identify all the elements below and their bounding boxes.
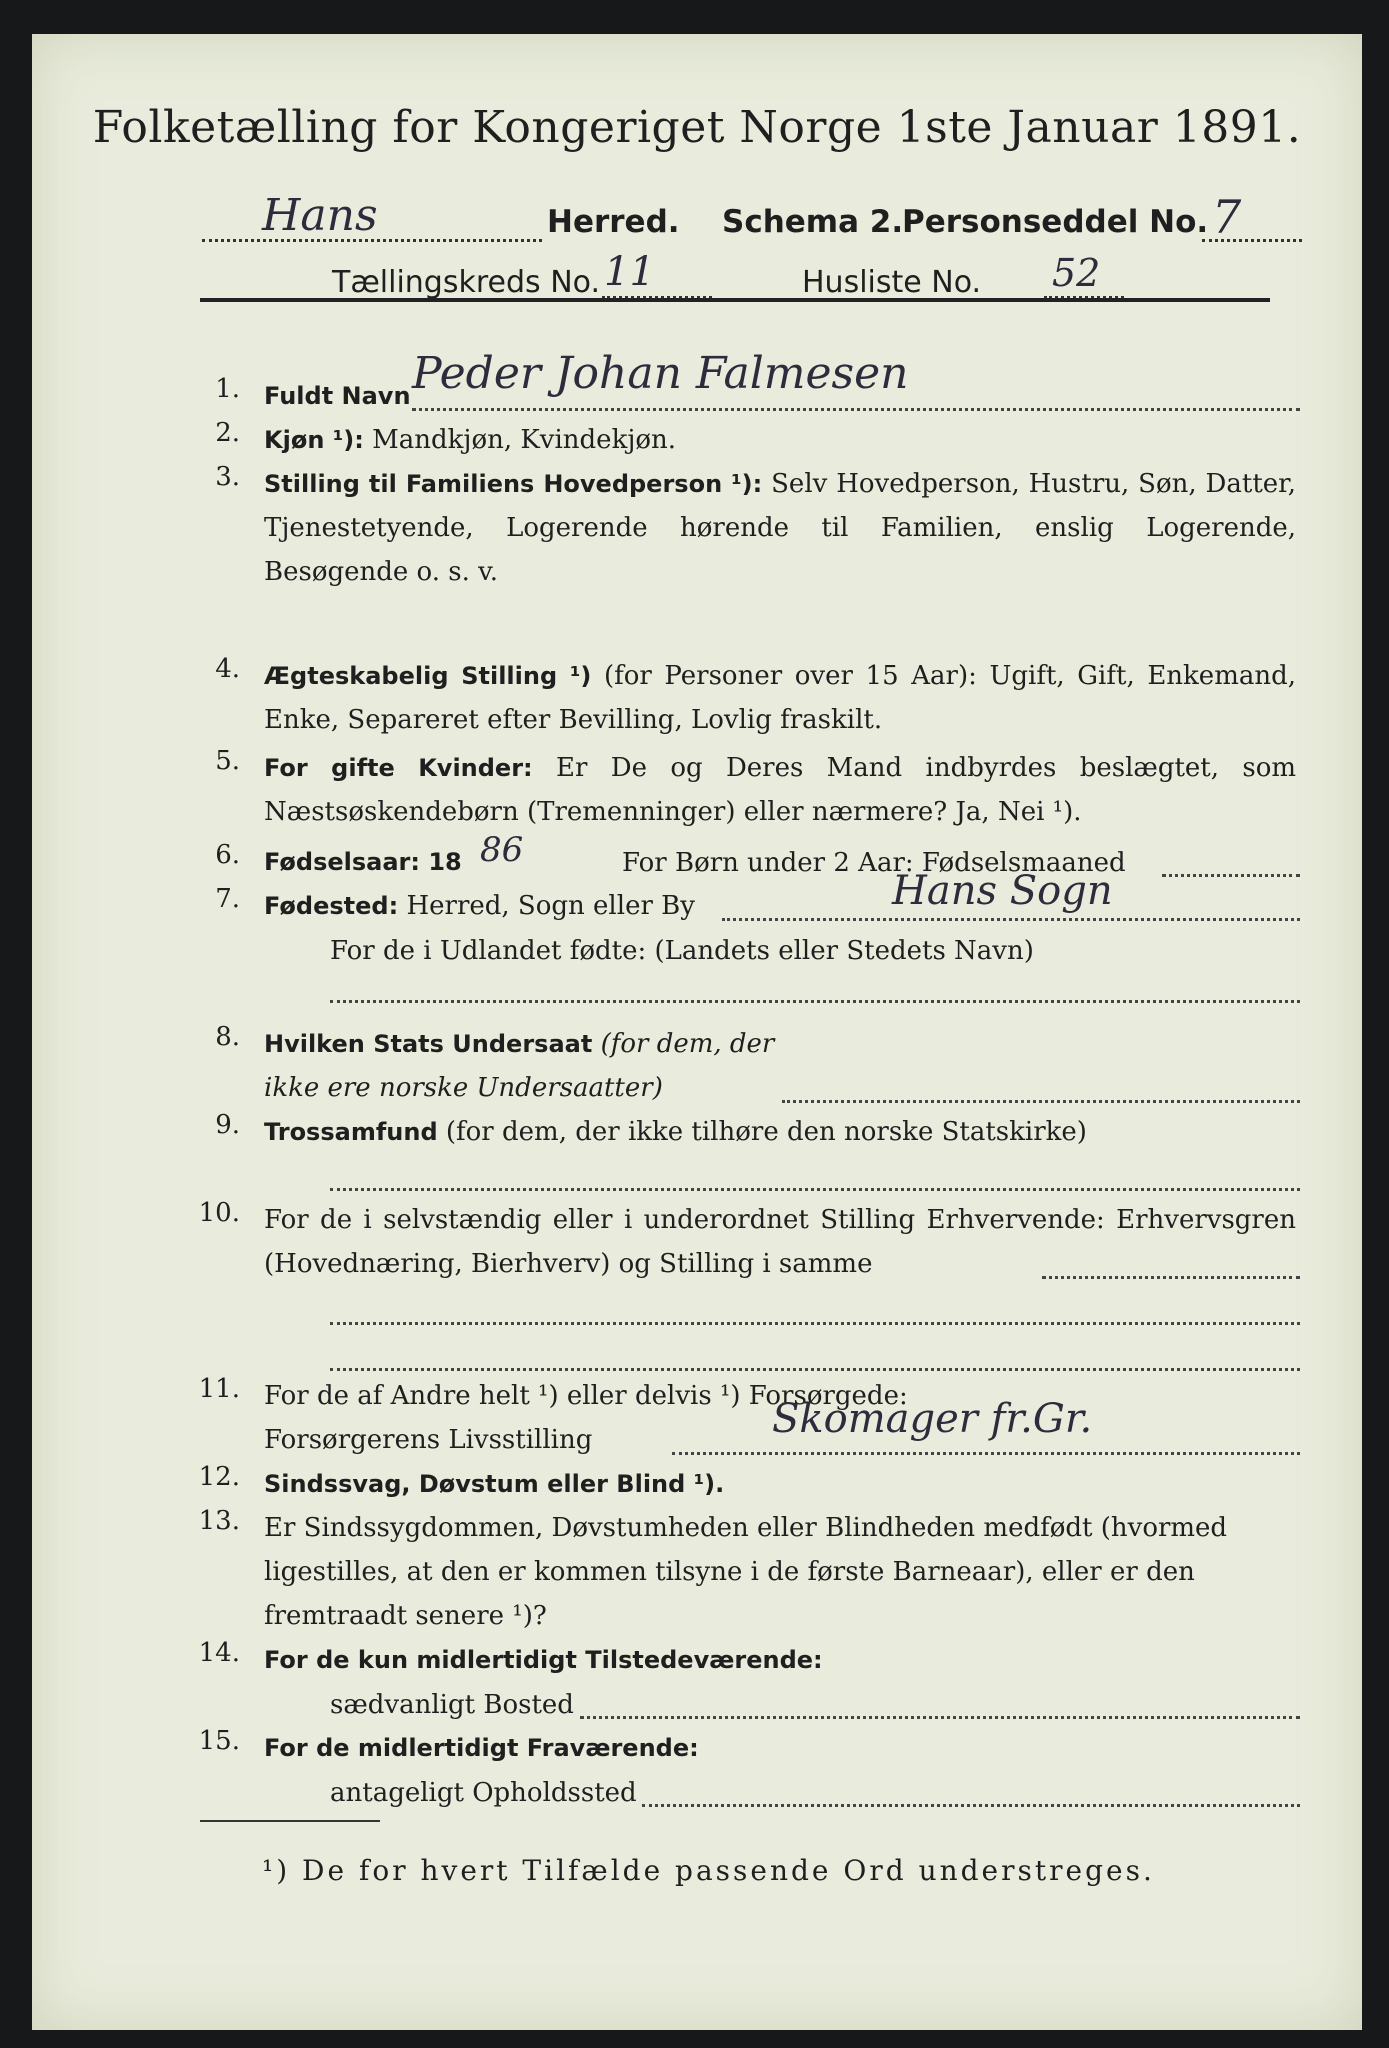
field-number: 2.: [215, 418, 240, 448]
field-number: 15.: [198, 1726, 240, 1756]
field-options: sædvanligt Bosted: [330, 1690, 574, 1720]
field-label: Ægteskabelig Stilling ¹): [264, 662, 592, 690]
personseddel-number: 7: [1212, 190, 1242, 244]
schema-label: Schema 2.: [722, 204, 904, 240]
field-label: Kjøn ¹):: [264, 426, 364, 454]
kreds-number: 11: [604, 249, 655, 295]
occupation-dots-3: [330, 1368, 1300, 1371]
field-number: 11.: [198, 1374, 240, 1404]
field-options: Er De og Deres Mand indbyrdes beslægtet, som Næstsøskendebørn (Tremenninger) eller nærmere? Ja, Nei ¹).: [264, 753, 1297, 827]
occupation-dots-1: [1042, 1276, 1300, 1279]
field-number: 9.: [215, 1110, 240, 1140]
field-options: (for dem, der ikke tilhøre den norske Statskirke): [445, 1117, 1087, 1147]
page-title: Folketælling for Kongeriget Norge 1ste Januar 1891.: [92, 102, 1302, 153]
herred-line: [202, 190, 1302, 254]
footnote: ¹) De for hvert Tilfælde passende Ord understreges.: [262, 1854, 1155, 1887]
provider-dots: [672, 1452, 1300, 1455]
field-number: 8.: [215, 1022, 240, 1052]
field-label: Fuldt Navn: [264, 382, 411, 410]
field-label: For de midlertidigt Fraværende:: [264, 1734, 699, 1762]
foreign-birthplace-dots: [330, 1000, 1300, 1003]
abode-dots: [642, 1804, 1300, 1807]
field-label: Trossamfund: [264, 1118, 438, 1146]
field-number: 10.: [198, 1198, 240, 1228]
herred-dots: [202, 239, 542, 242]
field-options: Mandkjøn, Kvindekjøn.: [372, 425, 677, 455]
birthplace-dots: [722, 918, 1300, 921]
birthmonth-dots: [1162, 874, 1300, 877]
field-number: 3.: [215, 462, 240, 492]
field-label: For de kun midlertidigt Tilstedeværende:: [264, 1646, 823, 1674]
field-label: For gifte Kvinder:: [264, 754, 533, 782]
husliste-number: 52: [1052, 251, 1101, 295]
field-number: 12.: [198, 1462, 240, 1492]
field-options: For Børn under 2 Aar: Fødselsmaaned: [622, 848, 1126, 878]
field-options: antageligt Opholdssted: [330, 1778, 637, 1808]
field-options: Herred, Sogn eller By: [406, 891, 695, 921]
field-options: For de i selvstændig eller i underordnet Stilling Erhvervende: Erhvervsgren (Hovednæring, Bierhverv) og Stilling i samme: [264, 1205, 1296, 1279]
field-options: (for dem, der ikke ere norske Undersaatter): [264, 1029, 775, 1103]
personseddel-dots: [1202, 239, 1302, 242]
occupation-dots-2: [330, 1322, 1300, 1325]
citizenship-dots: [782, 1100, 1300, 1103]
field-label: Stilling til Familiens Hovedperson ¹):: [264, 470, 763, 498]
birthplace-handwritten: Hans Sogn: [892, 868, 1113, 914]
religion-dots: [330, 1188, 1300, 1191]
field-label: Hvilken Stats Undersaat: [264, 1030, 593, 1058]
herred-handwritten: Hans: [262, 190, 378, 241]
foreign-birthplace-label: For de i Udlandet fødte: (Landets eller Stedets Navn): [330, 936, 1034, 966]
field-label: Fødselsaar: 18: [264, 848, 462, 876]
footnote-rule: [200, 1820, 380, 1822]
herred-label: Herred.: [547, 204, 680, 240]
field-number: 13.: [198, 1506, 240, 1536]
field-options: (for Personer over 15 Aar): Ugift, Gift, Enkemand, Enke, Separeret efter Bevilling, Lovlig fraskilt.: [264, 661, 1297, 735]
field-number: 5.: [215, 746, 240, 776]
field-number: 6.: [215, 840, 240, 870]
name-dots: [412, 408, 1300, 411]
field-options: Er Sindssygdommen, Døvstumheden eller Blindheden medfødt (hvormed ligestilles, at den er kommen tilsyne i de første Barneaar), eller er den fremtraadt senere ¹)?: [264, 1513, 1228, 1631]
field-number: 14.: [198, 1638, 240, 1668]
residence-dots: [580, 1716, 1300, 1719]
field-label: Fødested:: [264, 892, 399, 920]
field-options: For de af Andre helt ¹) eller delvis ¹) Forsørgede: Forsørgerens Livsstilling: [264, 1381, 908, 1455]
name-handwritten: Peder Johan Falmesen: [412, 348, 909, 399]
field-number: 7.: [215, 884, 240, 914]
field-number: 1.: [215, 374, 240, 404]
kreds-label: Tællingskreds No.: [332, 265, 600, 300]
field-label: Sindssvag, Døvstum eller Blind ¹).: [264, 1470, 725, 1498]
field-options: Selv Hovedperson, Hustru, Søn, Datter, Tjenestetyende, Logerende hørende til Familien, enslig Logerende, Besøgende o. s. v.: [264, 469, 1297, 587]
field-number: 4.: [215, 654, 240, 684]
personseddel-label: Personseddel No.: [902, 204, 1209, 240]
provider-handwritten: Skomager fr.Gr.: [772, 1396, 1093, 1442]
birthyear-handwritten: 86: [480, 830, 524, 870]
census-form-page: [32, 34, 1362, 2030]
header-rule: [200, 298, 1270, 302]
husliste-label: Husliste No.: [802, 265, 982, 300]
